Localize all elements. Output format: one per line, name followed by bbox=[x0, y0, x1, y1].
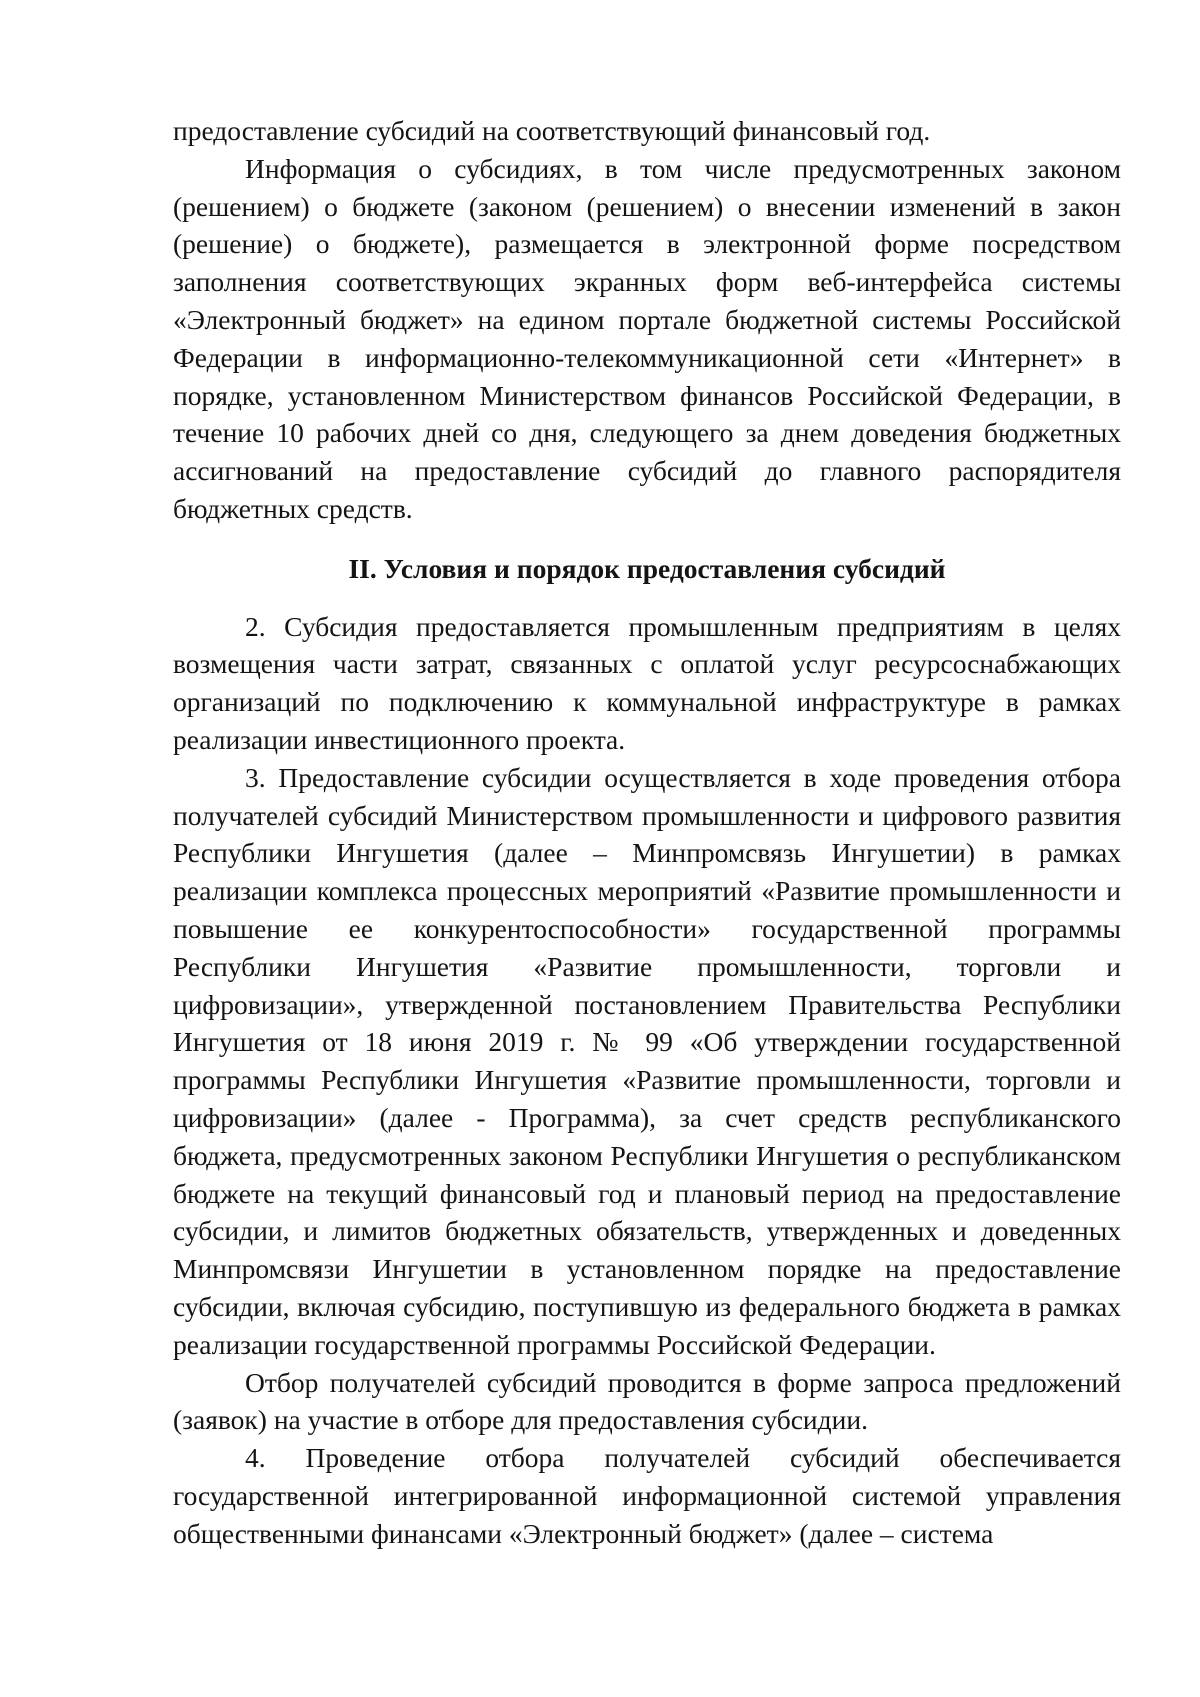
section-heading: II. Условия и порядок предоставления субсидий bbox=[348, 552, 946, 584]
paragraph-selection-form: Отбор получателей субсидий проводится в форме запроса предложений (заявок) на участие в отборе для предоставления субсидии. bbox=[173, 1366, 1121, 1436]
paragraph-continuation: предоставление субсидий на соответствующий финансовый год. bbox=[173, 115, 931, 146]
paragraph-item-4: 4. Проведение отбора получателей субсидий обеспечивается государственной интегрированной информационной системой управления общественными финансами «Электронный бюджет» (далее – система bbox=[173, 1442, 1121, 1549]
paragraph-item-3: 3. Предоставление субсидии осуществляется в ходе проведения отбора получателей субсидий Министерством промышленности и цифрового развития Республики Ингушетия (далее – Минпромсвязь Ингушетии) в рамках реализации комплекса процессных мероприятий «Развитие промышленности и повышение ее конкурентоспособности» государственной программы Республики Ингушетия «Развитие промышленности, торговли и цифровизации», утвержденной постановлением Правительства Республики Ингушетия от 18 июня 2019 г. № 99 «Об утверждении государственной программы Республики Ингушетия «Развитие промышленности, торговли и цифровизации» (далее - Программа), за счет средств республиканского бюджета, предусмотренных законом Республики Ингушетия о республиканском бюджете на текущий финансовый год и плановый период на предоставление субсидии, и лимитов бюджетных обязательств, утвержденных и доведенных Минпромсвязи Ингушетии в установленном порядке на предоставление субсидии, включая субсидию, поступившую из федерального бюджета в рамках реализации государственной программы Российской Федерации. bbox=[173, 761, 1121, 1360]
paragraph-item-2: 2. Субсидия предоставляется промышленным предприятиям в целях возмещения части затрат, связанных с оплатой услуг ресурсоснабжающих организаций по подключению к коммунальной инфраструктуре в рамках реализации инвестиционного проекта. bbox=[173, 610, 1121, 755]
paragraph-subsidy-info: Информация о субсидиях, в том числе предусмотренных законом (решением) о бюджете (законом (решением) о внесении изменений в закон (решение) о бюджете), размещается в электронной форме посредством заполнения соответствующих экранных форм веб-интерфейса системы «Электронный бюджет» на едином портале бюджетной системы Российской Федерации в информационно-телекоммуникационной сети «Интернет» в порядке, установленном Министерством финансов Российской Федерации, в течение 10 рабочих дней со дня, следующего за днем доведения бюджетных ассигнований на предоставление субсидий до главного распорядителя бюджетных средств. bbox=[173, 152, 1121, 524]
document-page bbox=[173, 112, 1121, 1552]
